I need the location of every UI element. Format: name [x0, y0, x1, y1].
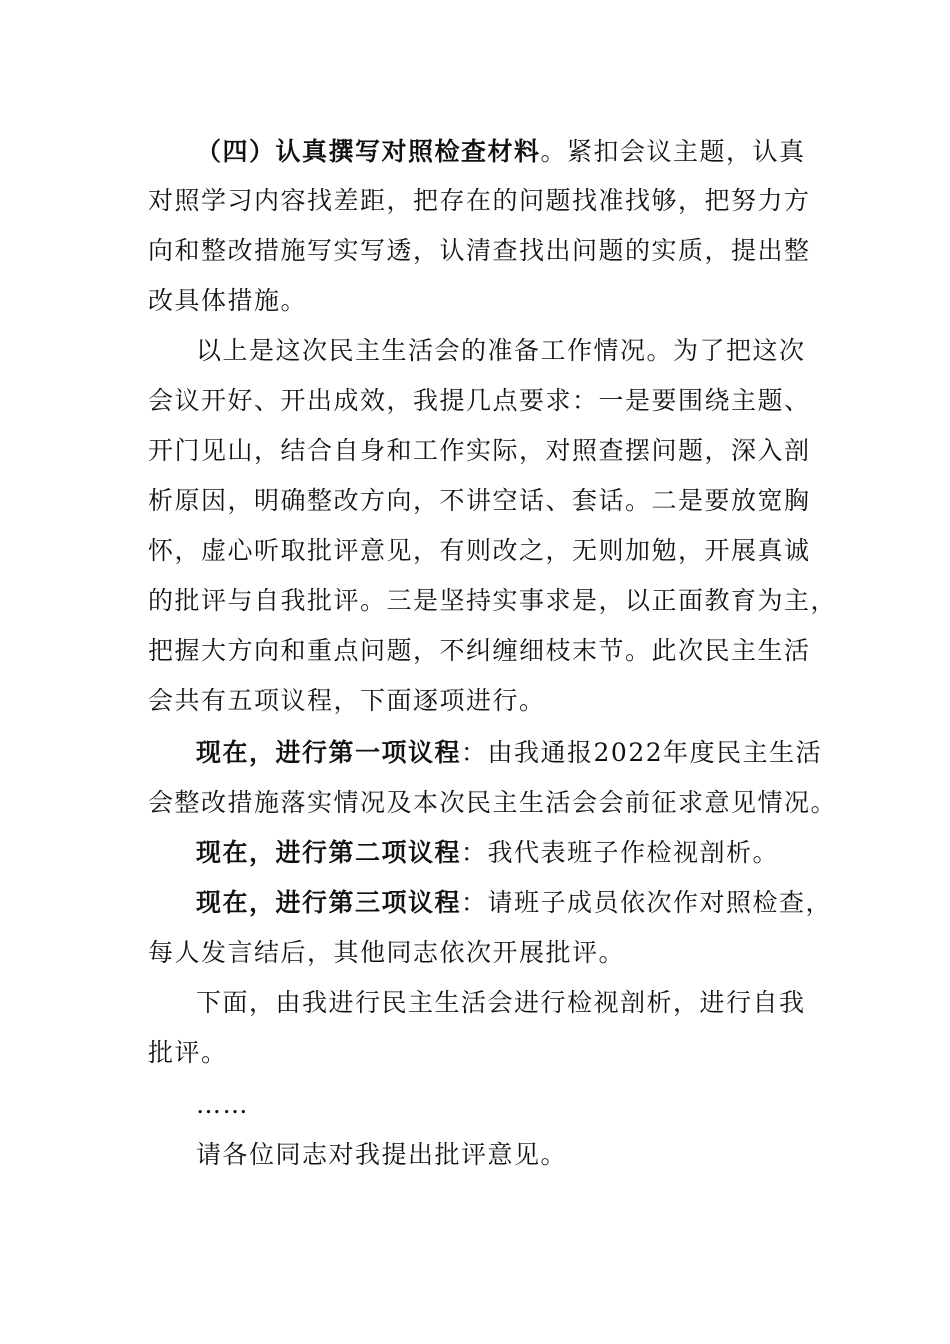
section-heading-4: （四）认真撰写对照检查材料	[196, 137, 541, 166]
agenda-2-heading: 现在，进行第二项议程	[196, 838, 462, 867]
agenda-2-text: ：我代表班子作检视剖析。	[461, 838, 780, 867]
paragraph-4-line-3: 向和整改措施写实写透，认清查找出问题的实质，提出整	[148, 236, 811, 265]
agenda-3-line-1	[196, 888, 833, 918]
self-review-line-1: 下面，由我进行民主生活会进行检视剖析，进行自我	[196, 988, 806, 1017]
agenda-1-text: ：由我通报2022年度民主生活	[461, 738, 823, 767]
paragraph-4-line-4: 改具体措施。	[148, 286, 308, 315]
prep-summary-line-3: 开门见山，结合自身和工作实际，对照查摆问题，深入剖	[148, 436, 811, 465]
agenda-1-line-1	[196, 738, 823, 768]
agenda-2-line-1	[196, 838, 808, 868]
ellipsis: ……	[196, 1090, 249, 1119]
paragraph-text: 。紧扣会议主题，认真	[540, 137, 806, 166]
prep-summary-line-4: 析原因，明确整改方向，不讲空话、套话。二是要放宽胸	[148, 486, 811, 515]
agenda-3-heading: 现在，进行第三项议程	[196, 888, 462, 917]
prep-summary-line-6: 的批评与自我批评。三是坚持实事求是，以正面教育为主，	[148, 586, 838, 615]
agenda-1-line-2: 会整改措施落实情况及本次民主生活会会前征求意见情况。	[148, 788, 838, 817]
paragraph-4-line-2: 对照学习内容找差距，把存在的问题找准找够，把努力方	[148, 186, 811, 215]
self-review-line-2: 批评。	[148, 1038, 228, 1067]
paragraph-4-line-1	[196, 137, 808, 167]
agenda-3-text: ：请班子成员依次作对照检查，	[461, 888, 833, 917]
agenda-1-heading: 现在，进行第一项议程	[196, 738, 462, 767]
prep-summary-line-5: 怀，虚心听取批评意见，有则改之，无则加勉，开展真诚	[148, 536, 811, 565]
prep-summary-line-2: 会议开好、开出成效，我提几点要求：一是要围绕主题、	[148, 386, 811, 415]
prep-summary-line-8: 会共有五项议程，下面逐项进行。	[148, 686, 546, 715]
prep-summary-line-1: 以上是这次民主生活会的准备工作情况。为了把这次	[196, 336, 806, 365]
closing-request: 请各位同志对我提出批评意见。	[196, 1140, 568, 1169]
prep-summary-line-7: 把握大方向和重点问题，不纠缠细枝末节。此次民主生活	[148, 636, 811, 665]
agenda-3-line-2: 每人发言结后，其他同志依次开展批评。	[148, 938, 626, 967]
